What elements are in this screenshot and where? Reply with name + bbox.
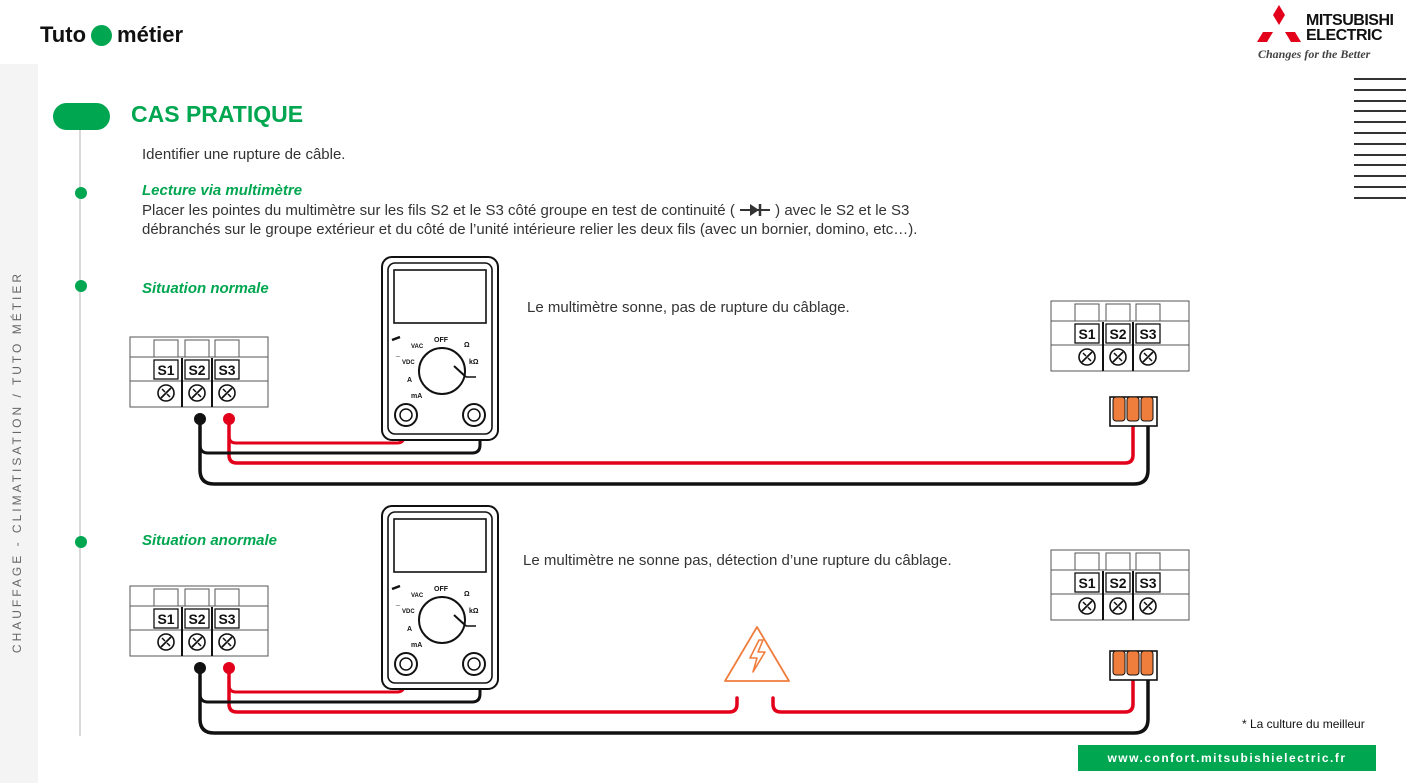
multimeter-abnormal	[382, 506, 498, 689]
brand-word-right: métier	[117, 22, 184, 47]
terminal-label-s1: S1	[1078, 575, 1096, 591]
multimeter-label-a: A	[407, 626, 413, 633]
terminal-label-s3: S3	[1139, 575, 1157, 591]
multimeter-label-ma: mA	[411, 642, 423, 649]
right-terminal-block-normal	[1051, 301, 1189, 371]
multimeter-label-ohm: Ω	[464, 591, 470, 598]
multimeter-label-off: OFF	[434, 337, 448, 344]
logo-line2: ELECTRIC	[1306, 27, 1382, 44]
logo-line1: MITSUBISHI	[1306, 12, 1394, 29]
section-title: CAS PRATIQUE	[131, 101, 304, 127]
normal-title: Situation normale	[142, 280, 269, 297]
terminal-label-s2: S2	[188, 362, 206, 378]
multimeter-label-vdc: VDC	[402, 360, 415, 366]
terminal-label-s3: S3	[1139, 326, 1157, 342]
sidebar-vertical-text: CHAUFFAGE - CLIMATISATION / TUTO MÉTIER	[10, 270, 24, 654]
terminal-label-s3: S3	[218, 362, 236, 378]
wiring-diagrams: ‾‾ S1 S2 S3 OFF Ω VAC VDC kΩ A mA S1 S2 S3 S1 S2 S3 OFF Ω VAC VDC kΩ A mA S1 S2 S3	[0, 0, 1406, 783]
terminal-label-s2: S2	[1109, 326, 1127, 342]
reading-line1-after: ) avec le S2 et le S3	[775, 202, 910, 219]
normal-description: Le multimètre sonne, pas de rupture du câblage.	[527, 299, 850, 316]
warning-lightning-icon	[725, 627, 789, 681]
wire-connector-normal	[1110, 397, 1157, 426]
abnormal-title: Situation anormale	[142, 532, 278, 549]
reading-line1-before: Placer les pointes du multimètre sur les fils S2 et le S3 côté groupe en test de continuité (	[142, 202, 735, 219]
left-terminal-block-abnormal	[130, 586, 268, 656]
terminal-label-s1: S1	[157, 611, 175, 627]
left-terminal-block-normal	[130, 337, 268, 407]
multimeter-label-ma: mA	[411, 393, 423, 400]
brand-word-left: Tuto	[40, 22, 87, 47]
abnormal-description: Le multimètre ne sonne pas, détection d’une rupture du câblage.	[523, 552, 952, 569]
multimeter-label-off: OFF	[434, 586, 448, 593]
terminal-label-s2: S2	[188, 611, 206, 627]
wires-normal	[200, 419, 1148, 484]
intro-text: Identifier une rupture de câble.	[142, 146, 346, 163]
wire-connector-abnormal	[1110, 651, 1157, 680]
terminal-label-s1: S1	[157, 362, 175, 378]
logo-tagline: Changes for the Better	[1258, 47, 1371, 61]
reading-title: Lecture via multimètre	[142, 182, 303, 199]
multimeter-label-vac: VAC	[411, 593, 424, 599]
multimeter-label-ohm: Ω	[464, 342, 470, 349]
multimeter-label-vac: VAC	[411, 344, 424, 350]
wires-abnormal	[200, 668, 1148, 733]
footnote: * La culture du meilleur	[1242, 717, 1365, 731]
reading-line2: débranchés sur le groupe extérieur et du côté de l’unité intérieure relier les deux fils (avec un bornier, domino, etc…).	[142, 221, 918, 238]
website-link[interactable]: www.confort.mitsubishielectric.fr	[1078, 745, 1376, 771]
terminal-label-s2: S2	[1109, 575, 1127, 591]
right-terminal-block-abnormal	[1051, 550, 1189, 620]
multimeter-label-kohm: kΩ	[469, 608, 479, 615]
multimeter-normal	[382, 257, 498, 440]
multimeter-label-a: A	[407, 377, 413, 384]
terminal-label-s1: S1	[1078, 326, 1096, 342]
multimeter-label-kohm: kΩ	[469, 359, 479, 366]
terminal-label-s3: S3	[218, 611, 236, 627]
multimeter-label-vdc: VDC	[402, 609, 415, 615]
